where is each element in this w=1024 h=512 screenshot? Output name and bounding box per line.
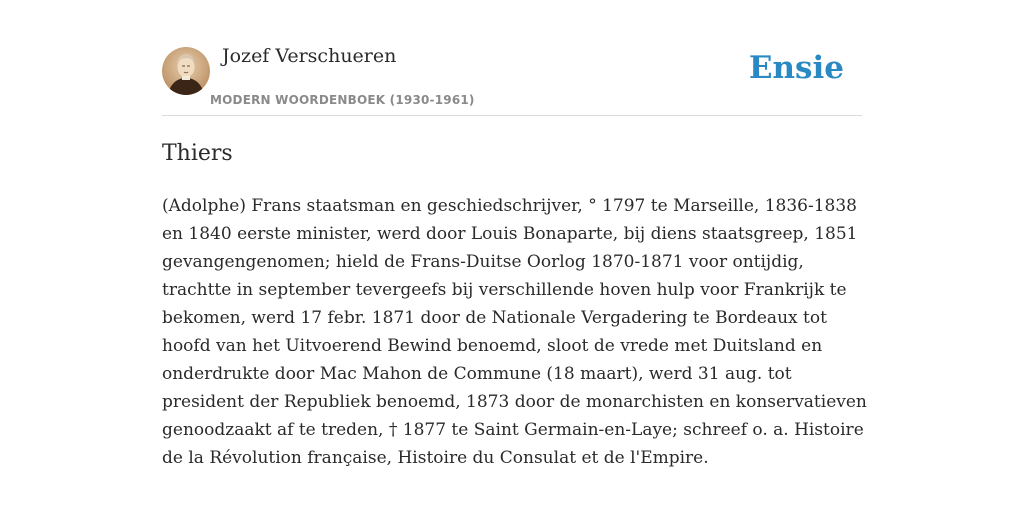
ensie-logo[interactable]: Ensie [748,50,844,86]
definition-line: en 1840 eerste minister, werd door Louis Bonaparte, bij diens staatsgreep, 1851 [162,224,858,244]
definition-line: gevangengenomen; hield de Frans-Duitse Oorlog 1870-1871 voor ontijdig, [162,252,804,272]
definition-line: de la Révolution française, Histoire du Consulat et de l'Empire. [162,448,709,468]
author-name[interactable]: Jozef Verschueren [222,45,397,67]
definition-line: (Adolphe) Frans staatsman en geschiedschrijver, ° 1797 te Marseille, 1836-1838 [162,196,857,216]
definition-line: hoofd van het Uitvoerend Bewind benoemd, sloot de vrede met Duitsland en [162,336,823,356]
entry-header [162,44,862,116]
author-portrait-image [162,47,210,95]
entry-title: Thiers [162,141,233,166]
author-avatar[interactable] [162,47,210,95]
definition-line: trachtte in september tevergeefs bij verschillende hoven hulp voor Frankrijk te [162,280,847,300]
definition-line: president der Republiek benoemd, 1873 door de monarchisten en konservatieven [162,392,867,412]
source-dictionary-label[interactable]: MODERN WOORDENBOEK (1930-1961) [210,93,475,107]
definition-line: onderdrukte door Mac Mahon de Commune (18 maart), werd 31 aug. tot [162,364,792,384]
entry-definition [162,192,867,472]
definition-line: genoodzaakt af te treden, † 1877 te Saint Germain-en-Laye; schreef o. a. Histoire [162,420,864,440]
entry-card [162,44,867,472]
definition-line: bekomen, werd 17 febr. 1871 door de Nationale Vergadering te Bordeaux tot [162,308,827,328]
